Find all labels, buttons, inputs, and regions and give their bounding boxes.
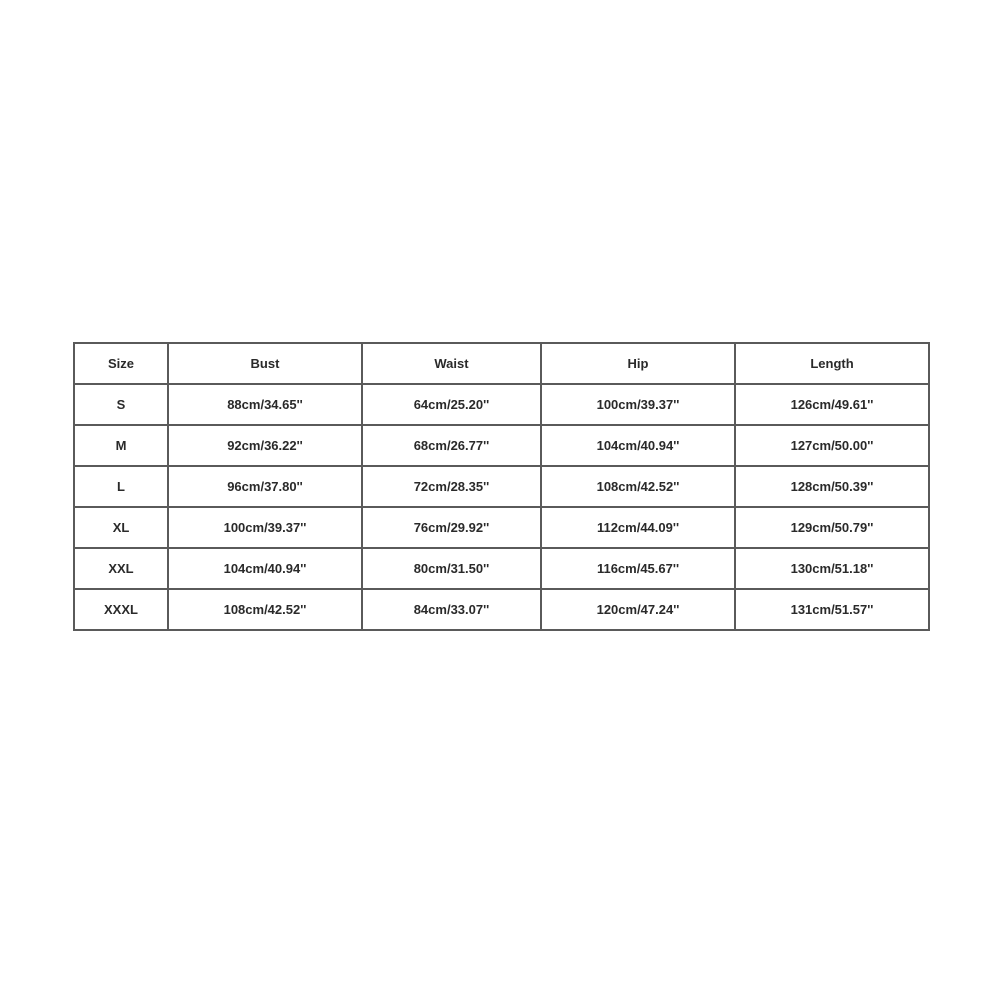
table-row: [74, 548, 929, 589]
size-chart-table: [73, 342, 930, 631]
length-cell: 131cm/51.57'': [735, 589, 929, 630]
size-cell: XXL: [74, 548, 168, 589]
waist-cell: 76cm/29.92'': [362, 507, 541, 548]
header-length: Length: [735, 343, 929, 384]
bust-cell: 104cm/40.94'': [168, 548, 362, 589]
table-row: [74, 466, 929, 507]
bust-cell: 108cm/42.52'': [168, 589, 362, 630]
hip-cell: 112cm/44.09'': [541, 507, 735, 548]
hip-cell: 104cm/40.94'': [541, 425, 735, 466]
bust-cell: 92cm/36.22'': [168, 425, 362, 466]
size-cell: XL: [74, 507, 168, 548]
length-cell: 127cm/50.00'': [735, 425, 929, 466]
hip-cell: 116cm/45.67'': [541, 548, 735, 589]
header-size: Size: [74, 343, 168, 384]
table-row: [74, 384, 929, 425]
waist-cell: 72cm/28.35'': [362, 466, 541, 507]
header-row: [74, 343, 929, 384]
table-row: [74, 507, 929, 548]
bust-cell: 100cm/39.37'': [168, 507, 362, 548]
length-cell: 126cm/49.61'': [735, 384, 929, 425]
length-cell: 129cm/50.79'': [735, 507, 929, 548]
length-cell: 130cm/51.18'': [735, 548, 929, 589]
waist-cell: 84cm/33.07'': [362, 589, 541, 630]
header-waist: Waist: [362, 343, 541, 384]
waist-cell: 64cm/25.20'': [362, 384, 541, 425]
waist-cell: 68cm/26.77'': [362, 425, 541, 466]
size-cell: L: [74, 466, 168, 507]
hip-cell: 120cm/47.24'': [541, 589, 735, 630]
size-cell: M: [74, 425, 168, 466]
size-cell: S: [74, 384, 168, 425]
hip-cell: 100cm/39.37'': [541, 384, 735, 425]
hip-cell: 108cm/42.52'': [541, 466, 735, 507]
header-bust: Bust: [168, 343, 362, 384]
waist-cell: 80cm/31.50'': [362, 548, 541, 589]
table-row: [74, 425, 929, 466]
length-cell: 128cm/50.39'': [735, 466, 929, 507]
bust-cell: 88cm/34.65'': [168, 384, 362, 425]
bust-cell: 96cm/37.80'': [168, 466, 362, 507]
size-cell: XXXL: [74, 589, 168, 630]
header-hip: Hip: [541, 343, 735, 384]
table-row: [74, 589, 929, 630]
